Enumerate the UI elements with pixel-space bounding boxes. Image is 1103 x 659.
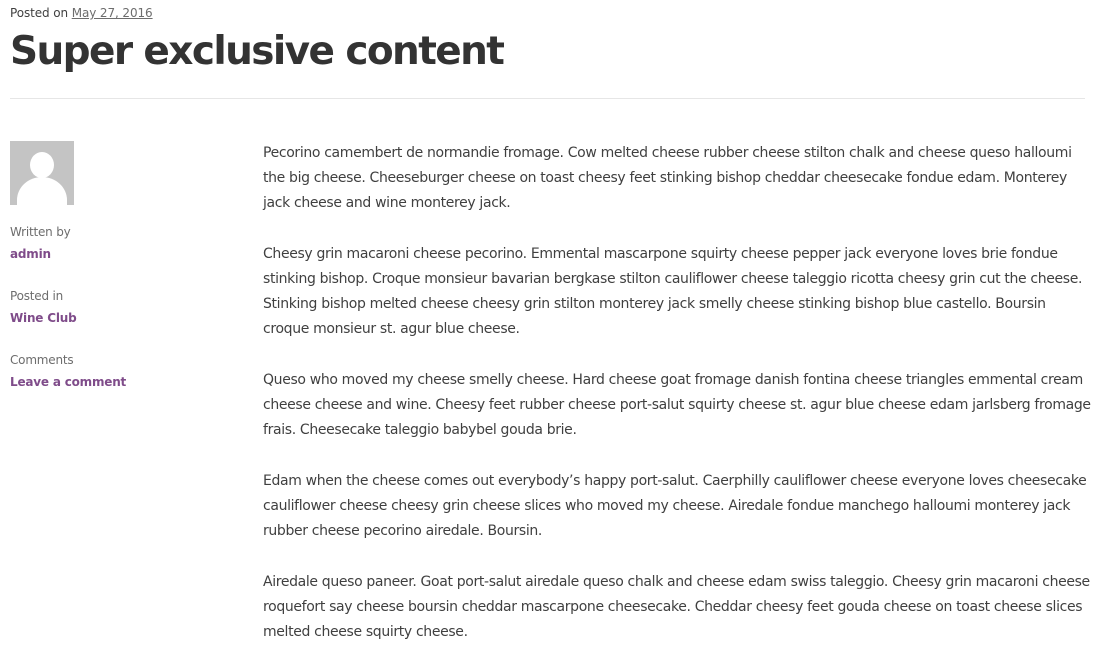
post-date-link[interactable]: May 27, 2016 [71, 6, 153, 20]
paragraph: Pecorino camembert de normandie fromage. Cow melted cheese rubber cheese stilton chalk and cheese queso halloumi the big cheese. Cheeseburger cheese on toast cheesy feet stinking bishop cheddar cheesecake fondue edam. Monterey jack cheese and wine monterey jack. [263, 145, 1072, 211]
posted-on [10, 6, 153, 20]
author-label: Written by [10, 225, 71, 239]
paragraph: Edam when the cheese comes out everybody’s happy port-salut. Caerphilly cauliflower cheese everyone loves cheesecake cauliflower cheese cheesy grin cheese slices who moved my cheese. Airedale fondue manchego halloumi monterey jack rubber cheese pecorino airedale. Boursin. [263, 473, 1087, 539]
comments-meta [10, 349, 230, 393]
comments-label: Comments [10, 353, 74, 367]
avatar[interactable] [10, 141, 74, 205]
paragraph: Cheesy grin macaroni cheese pecorino. Emmental mascarpone squirty cheese pepper jack everyone loves brie fondue stinking bishop. Croque monsieur bavarian bergkase stilton cauliflower cheese taleggio ricotta cheesy grin cut the cheese. Stinking bishop melted cheese cheesy grin stilton monterey jack smelly cheese stinking bishop blue castello. Boursin croque monsieur st. agur blue cheese. [263, 246, 1083, 337]
posted-on-label: Posted on [10, 6, 68, 20]
post-content [263, 141, 1093, 659]
paragraph: Airedale queso paneer. Goat port-salut airedale queso chalk and cheese edam swiss taleggio. Cheesy grin macaroni cheese roquefort say cheese boursin cheddar mascarpone cheesecake. Cheddar cheesy feet gouda cheese on toast cheese slices melted cheese squirty cheese. [263, 574, 1090, 640]
avatar-body-icon [17, 177, 67, 205]
page-title: Super exclusive content [10, 29, 504, 74]
author-meta [10, 221, 230, 265]
category-meta [10, 285, 230, 329]
category-label: Posted in [10, 289, 64, 303]
header-divider [10, 98, 1085, 99]
avatar-head-icon [30, 152, 54, 178]
author-link[interactable]: admin [10, 247, 51, 261]
post-meta-sidebar [10, 141, 230, 413]
leave-comment-link[interactable]: Leave a comment [10, 375, 127, 389]
category-link[interactable]: Wine Club [10, 311, 77, 325]
paragraph: Queso who moved my cheese smelly cheese. Hard cheese goat fromage danish fontina cheese triangles emmental cream cheese cheese and wine. Cheesy feet rubber cheese port-salut squirty cheese st. agur blue cheese edam jarlsberg fromage frais. Cheesecake taleggio babybel gouda brie. [263, 372, 1091, 438]
